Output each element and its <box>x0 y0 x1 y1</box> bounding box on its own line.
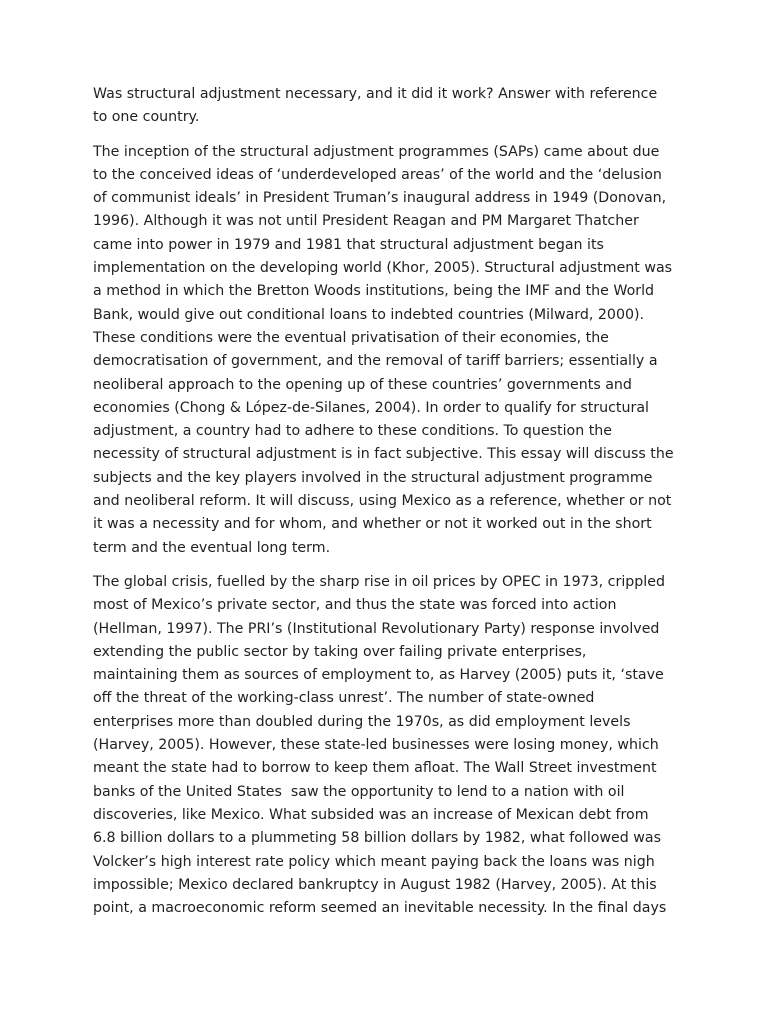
text-line: Bank, would give out conditional loans to indebted countries (Milward, 2000). <box>93 306 645 323</box>
text-line: extending the public sector by taking over failing private enterprises, <box>93 643 587 660</box>
text-line: banks of the United States saw the opportunity to lend to a nation with oil <box>93 783 625 800</box>
text-line: economies (Chong & López-de-Silanes, 2004). In order to qualify for structural <box>93 399 649 416</box>
text-line: term and the eventual long term. <box>93 539 331 556</box>
text-line: maintaining them as sources of employment to, as Harvey (2005) puts it, ‘stave <box>93 667 664 684</box>
text-line: impossible; Mexico declared bankruptcy in August 1982 (Harvey, 2005). At this <box>93 876 657 893</box>
text-line: enterprises more than doubled during the 1970s, as did employment levels <box>93 713 631 730</box>
text-line: most of Mexico’s private sector, and thus the state was forced into action <box>93 597 617 614</box>
text-line: of communist ideals’ in President Truman’s inaugural address in 1949 (Donovan, <box>93 190 667 207</box>
text-line: 6.8 billion dollars to a plummeting 58 billion dollars by 1982, what followed was <box>93 830 661 847</box>
text-line: (Hellman, 1997). The PRI’s (Institutional Revolutionary Party) response involved <box>93 620 660 637</box>
text-line: to one country. <box>93 109 200 126</box>
text-line: it was a necessity and for whom, and whether or not it worked out in the short <box>93 516 652 533</box>
text-line: meant the state had to borrow to keep them afloat. The Wall Street investment <box>93 760 657 777</box>
essay-question <box>93 83 683 130</box>
text-line: The global crisis, fuelled by the sharp rise in oil prices by OPEC in 1973, crippled <box>93 573 665 590</box>
text-line: adjustment, a country had to adhere to these conditions. To question the <box>93 423 613 440</box>
text-line: and neoliberal reform. It will discuss, using Mexico as a reference, whether or not <box>93 493 672 510</box>
text-line: to the conceived ideas of ‘underdeveloped areas’ of the world and the ‘delusion <box>93 166 662 183</box>
text-line: The inception of the structural adjustment programmes (SAPs) came about due <box>93 143 660 160</box>
text-line: off the threat of the working-class unrest’. The number of state-owned <box>93 690 595 707</box>
paragraph-mexico-crisis <box>93 571 683 920</box>
document-page <box>93 83 683 931</box>
text-line: implementation on the developing world (Khor, 2005). Structural adjustment was <box>93 260 673 277</box>
text-line: a method in which the Bretton Woods institutions, being the IMF and the World <box>93 283 655 300</box>
text-line: necessity of structural adjustment is in fact subjective. This essay will discuss the <box>93 446 674 463</box>
text-line: discoveries, like Mexico. What subsided was an increase of Mexican debt from <box>93 806 649 823</box>
paragraph-introduction <box>93 141 683 560</box>
text-line: (Harvey, 2005). However, these state-led businesses were losing money, which <box>93 737 659 754</box>
text-line: point, a macroeconomic reform seemed an inevitable necessity. In the final days <box>93 900 667 917</box>
text-line: subjects and the key players involved in the structural adjustment programme <box>93 469 653 486</box>
text-line: democratisation of government, and the removal of tariff barriers; essentially a <box>93 353 658 370</box>
text-line: Volcker’s high interest rate policy which meant paying back the loans was nigh <box>93 853 655 870</box>
text-line: These conditions were the eventual privatisation of their economies, the <box>93 329 609 346</box>
text-line: 1996). Although it was not until President Reagan and PM Margaret Thatcher <box>93 213 639 230</box>
text-line: Was structural adjustment necessary, and it did it work? Answer with reference <box>93 86 658 102</box>
text-line: neoliberal approach to the opening up of these countries’ governments and <box>93 376 632 393</box>
text-line: came into power in 1979 and 1981 that structural adjustment began its <box>93 236 604 253</box>
